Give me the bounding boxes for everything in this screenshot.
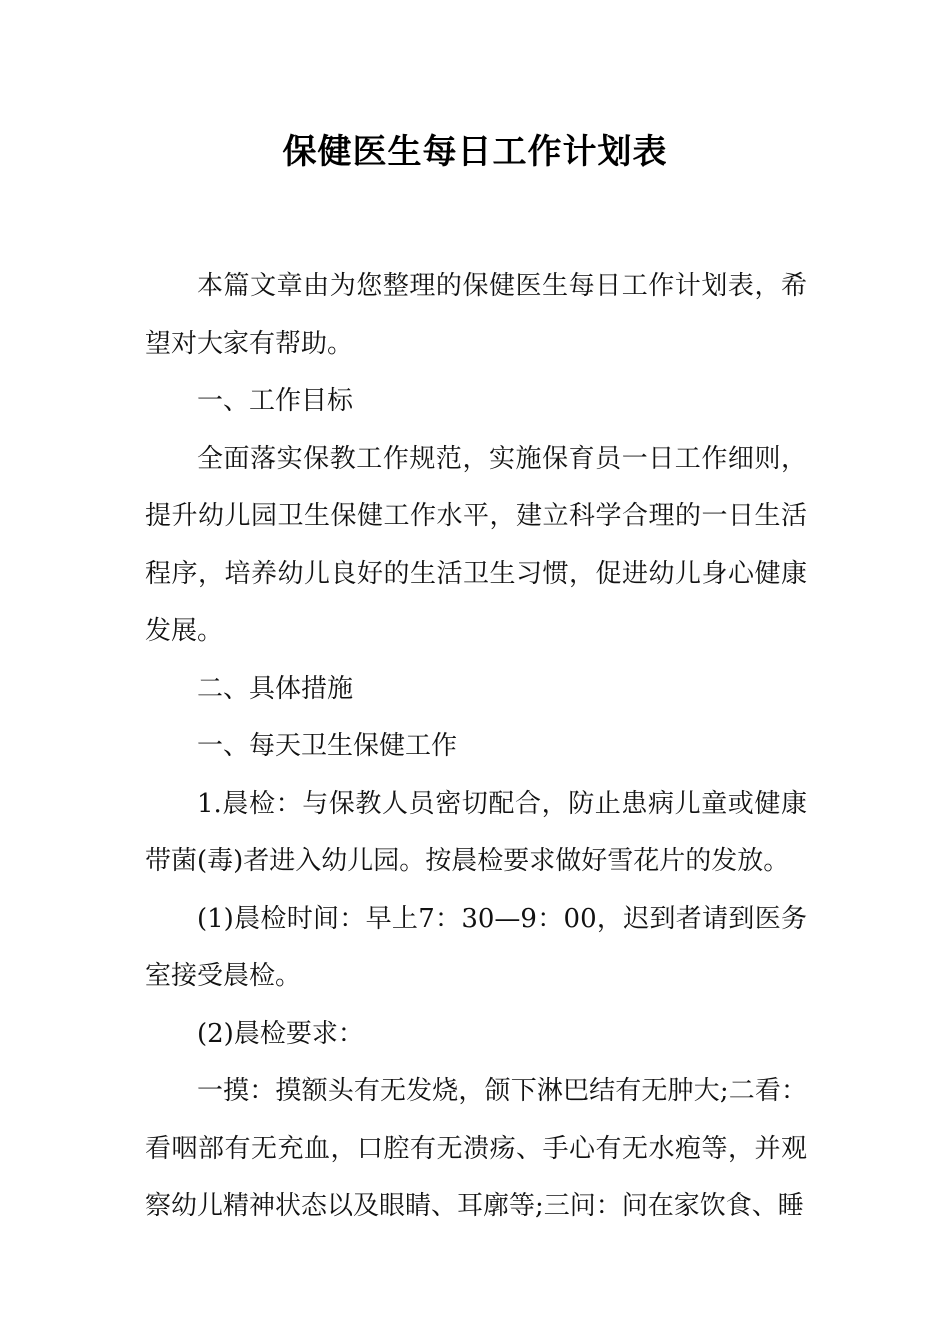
morning-check-requirements-heading: (2)晨检要求：	[197, 1018, 364, 1049]
morning-check-time-paragraph: (1)晨检时间：早上7：30—9：00，迟到者请到医务室接受晨检。	[145, 903, 807, 991]
morning-check-requirements-paragraph: 一摸：摸额头有无发烧，颌下淋巴结有无肿大;二看：看咽部有无充血，口腔有无溃疡、手心有无水疱等，并观察幼儿精神状态以及眼睛、耳廓等;三问：问在家饮食、睡	[145, 1076, 807, 1221]
intro-paragraph: 本篇文章由为您整理的保健医生每日工作计划表，希望对大家有帮助。	[145, 271, 807, 359]
section-heading-goals: 一、工作目标	[197, 386, 354, 416]
document-title: 保健医生每日工作计划表	[282, 132, 668, 172]
morning-check-paragraph: 1.晨检：与保教人员密切配合，防止患病儿童或健康带菌(毒)者进入幼儿园。按晨检要求做好雪花片的发放。	[145, 788, 807, 876]
document-body	[145, 258, 807, 1236]
subsection-heading-daily-work: 一、每天卫生保健工作	[197, 731, 458, 761]
goals-paragraph: 全面落实保教工作规范，实施保育员一日工作细则，提升幼儿园卫生保健工作水平，建立科学合理的一日生活程序，培养幼儿良好的生活卫生习惯，促进幼儿身心健康发展。	[145, 443, 807, 646]
section-heading-measures: 二、具体措施	[197, 673, 354, 704]
